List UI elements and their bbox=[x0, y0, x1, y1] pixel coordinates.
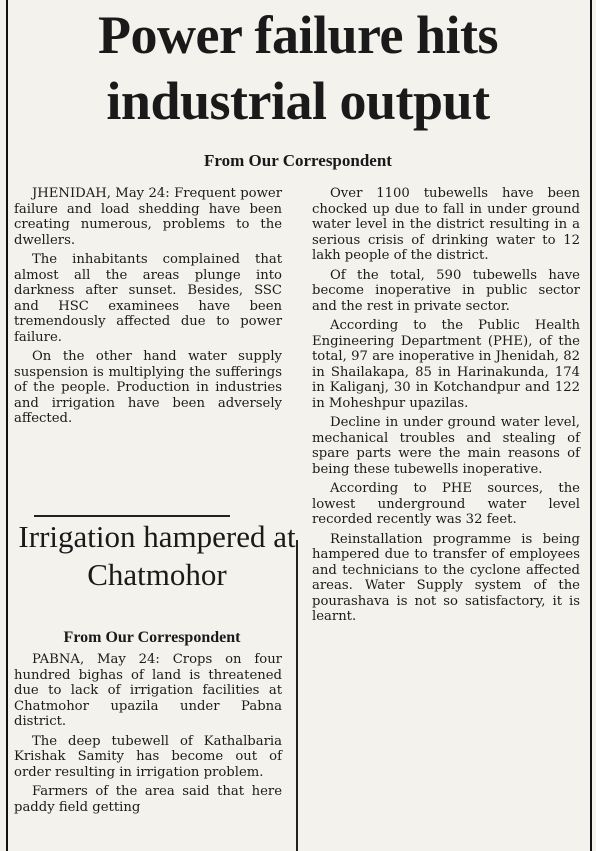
main-paragraph: On the other hand water supply suspension is multiplying the sufferings of the people. Production in industries and irrigation have been adversely affected. bbox=[14, 349, 282, 426]
second-headline: Irrigation hampered at Chatmohor bbox=[18, 519, 296, 592]
second-paragraph: Farmers of the area said that here paddy field getting bbox=[14, 784, 282, 815]
main-paragraph: Decline in under ground water level, mechanical troubles and stealing of spare parts were the main reasons of being these tubewells inoperative. bbox=[312, 415, 580, 477]
clipping-left-edge bbox=[6, 0, 8, 851]
main-article-left-column bbox=[14, 186, 282, 427]
second-paragraph: The deep tubewell of Kathalbaria Krishak Samity has become out of order resulting in irrigation problem. bbox=[14, 733, 282, 780]
second-byline: From Our Correspondent bbox=[63, 629, 241, 646]
main-paragraph: According to PHE sources, the lowest underground water level recorded recently was 32 feet. bbox=[312, 481, 580, 527]
main-paragraph: Of the total, 590 tubewells have become inoperative in public sector and the rest in private sector. bbox=[312, 267, 580, 314]
main-headline: Power failure hits industrial output bbox=[98, 5, 498, 131]
main-paragraph: Reinstallation programme is being hampered due to transfer of employees and technicians to the cyclone affected areas. Water Supply system of the pourashava is not so satisfactory, it is learnt. bbox=[312, 531, 580, 624]
main-article-right-column bbox=[312, 186, 580, 625]
main-paragraph: According to the Public Health Engineering Department (PHE), of the total, 97 are inoperative in Jhenidah, 82 in Shailakapa, 85 in Harinakunda, 174 in Kaliganj, 30 in Kotchandpur and 122 in Moheshpur upazilas. bbox=[312, 318, 580, 411]
main-paragraph: Over 1100 tubewells have been chocked up due to fall in under ground water level in the district resulting in a serious crisis of drinking water to 12 lakh people of the district. bbox=[312, 186, 580, 263]
main-paragraph: JHENIDAH, May 24: Frequent power failure and load shedding have been creating numerous, problems to the dwellers. bbox=[14, 186, 282, 248]
second-article-column bbox=[14, 652, 282, 815]
clipping-right-edge bbox=[590, 0, 592, 851]
second-paragraph: PABNA, May 24: Crops on four hundred bighas of land is threatened due to lack of irrigation facilities at Chatmohor upazila under Pabna district. bbox=[14, 652, 282, 729]
main-paragraph: The inhabitants complained that almost all the areas plunge into darkness after sunset. Besides, SSC and HSC examinees have been tremendously affected due to power failure. bbox=[14, 252, 282, 345]
article-end-rule bbox=[34, 515, 230, 517]
main-byline: From Our Correspondent bbox=[204, 151, 392, 170]
